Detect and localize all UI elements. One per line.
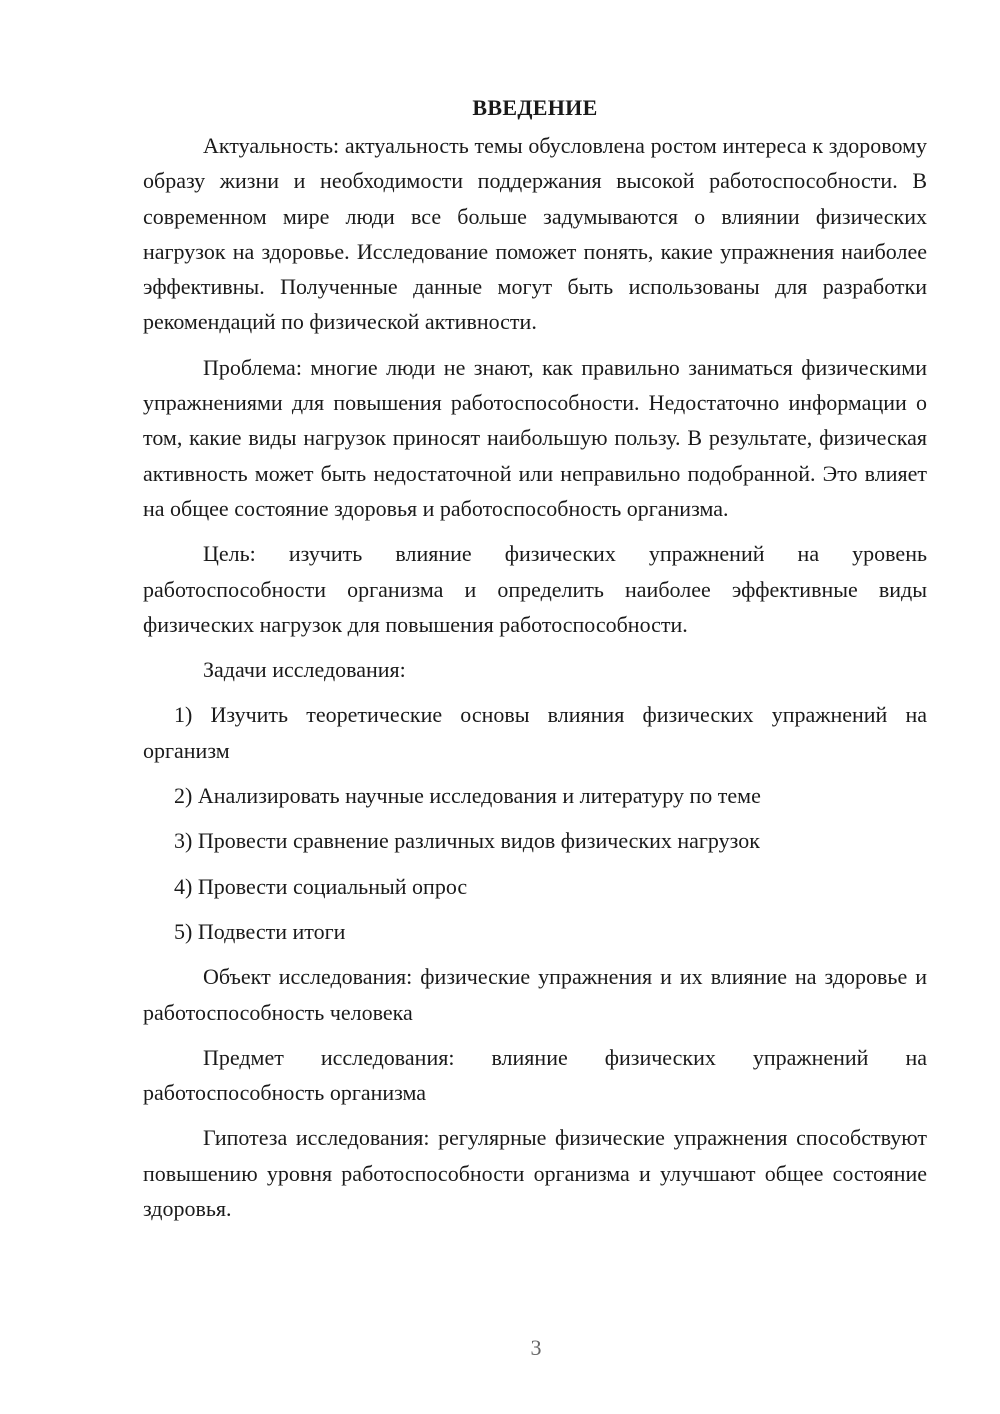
list-item: 4) Провести социальный опрос (174, 873, 468, 899)
problem-paragraph: Проблема: многие люди не знают, как правильно заниматься физическими упражнениями для повышения работоспособности. Недостаточно информации о том, какие виды нагрузок приносят наибольшую пользу. В результате, физическая активность может быть недостаточной или неправильно подобранной. Это влияет на общее состояние здоровья и работоспособность организма. (143, 354, 927, 521)
subject-paragraph: Предмет исследования: влияние физических упражнений на работоспособность организма (143, 1044, 927, 1106)
tasks-list (143, 697, 927, 949)
list-item: 5) Подвести итоги (174, 918, 346, 944)
list-item: 2) Анализировать научные исследования и литературу по теме (174, 783, 761, 809)
page-number: 3 (530, 1335, 542, 1360)
document-page (143, 90, 927, 1236)
list-item: 3) Провести сравнение различных видов физических нагрузок (174, 828, 760, 854)
tasks-heading: Задачи исследования: (203, 657, 406, 683)
goal-paragraph: Цель: изучить влияние физических упражнений на уровень работоспособности организма и определить наиболее эффективные виды физических нагрузок для повышения работоспособности. (143, 541, 927, 637)
list-item: 1) Изучить теоретические основы влияния физических упражнений на организм (143, 702, 927, 763)
relevance-paragraph: Актуальность: актуальность темы обусловлена ростом интереса к здоровому образу жизни и необходимости поддержания высокой работоспособности. В современном мире люди все больше задумываются о влиянии физических нагрузок на здоровье. Исследование поможет понять, какие упражнения наиболее эффективны. Полученные данные могут быть использованы для разработки рекомендаций по физической активности. (143, 133, 927, 335)
object-paragraph: Объект исследования: физические упражнения и их влияние на здоровье и работоспособность человека (143, 964, 927, 1025)
page-title: ВВЕДЕНИЕ (472, 95, 598, 120)
hypothesis-paragraph: Гипотеза исследования: регулярные физические упражнения способствуют повышению уровня работоспособности организма и улучшают общее состояние здоровья. (143, 1125, 927, 1222)
